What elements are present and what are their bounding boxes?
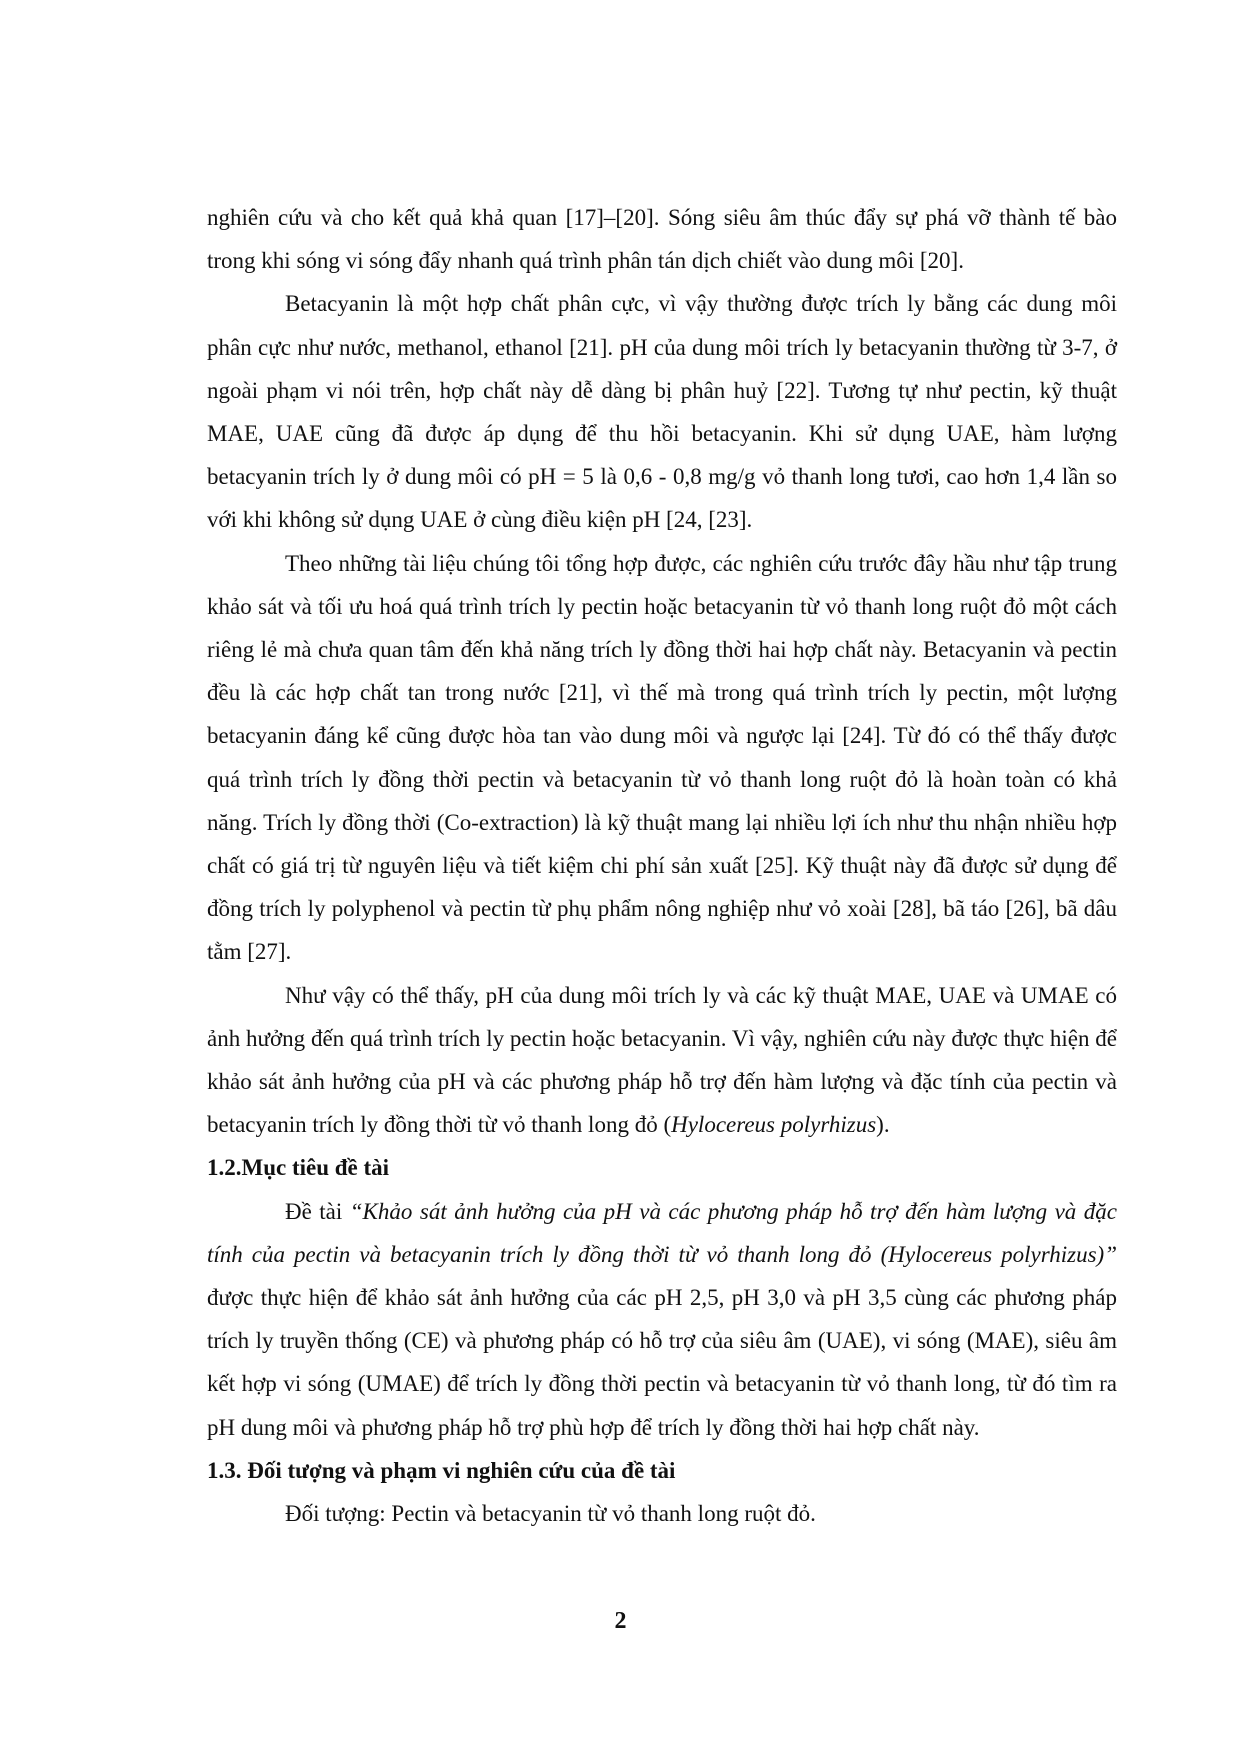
paragraph-ultrasound-microwave: nghiên cứu và cho kết quả khả quan [17]–[20]. Sóng siêu âm thúc đẩy sự phá vỡ thành tế bào trong khi sóng vi sóng đẩy nhanh quá trình phân tán dịch chiết vào dung môi [20]. xyxy=(207,205,1117,274)
heading-objectives: 1.2.Mục tiêu đề tài xyxy=(207,1155,390,1181)
thesis-title: “Khảo sát ảnh hưởng của pH và các phương pháp hỗ trợ đến hàm lượng và đặc tính của pectin và betacyanin trích ly đồng thời từ vỏ thanh long đỏ (Hylocereus polyrhizus)” xyxy=(207,1198,1117,1267)
paragraph-objectives xyxy=(207,1190,1117,1449)
study-purpose-end: ). xyxy=(876,1112,890,1138)
paragraph-co-extraction: Theo những tài liệu chúng tôi tổng hợp được, các nghiên cứu trước đây hầu như tập trung khảo sát và tối ưu hoá quá trình trích ly pectin hoặc betacyanin từ vỏ thanh long ruột đỏ một cách riêng lẻ mà chưa quan tâm đến khả năng trích ly đồng thời hai hợp chất này. Betacyanin và pectin đều là các hợp chất tan trong nước [21], vì thế mà trong quá trình trích ly pectin, một lượng betacyanin đáng kể cũng được hòa tan vào dung môi và ngược lại [24]. Từ đó có thể thấy được quá trình trích ly đồng thời pectin và betacyanin từ vỏ thanh long ruột đỏ là hoàn toàn có khả năng. Trích ly đồng thời (Co-extraction) là kỹ thuật mang lại nhiều lợi ích như thu nhận nhiều hợp chất có giá trị từ nguyên liệu và tiết kiệm chi phí sản xuất [25]. Kỹ thuật này đã được sử dụng để đồng trích ly polyphenol và pectin từ phụ phẩm nông nghiệp như vỏ xoài [28], bã táo [26], bã dâu tằm [27]. xyxy=(207,550,1117,965)
page-body xyxy=(207,196,1117,1535)
paragraph-betacyanin-solvents: Betacyanin là một hợp chất phân cực, vì vậy thường được trích ly bằng các dung môi phân cực như nước, methanol, ethanol [21]. pH của dung môi trích ly betacyanin thường từ 3-7, ở ngoài phạm vi nói trên, hợp chất này dễ dàng bị phân huỷ [22]. Tương tự như pectin, kỹ thuật MAE, UAE cũng đã được áp dụng để thu hồi betacyanin. Khi sử dụng UAE, hàm lượng betacyanin trích ly ở dung môi có pH = 5 là 0,6 - 0,8 mg/g vỏ thanh long tươi, cao hơn 1,4 lần so với khi không sử dụng UAE ở cùng điều kiện pH [24, [23]. xyxy=(207,291,1117,533)
page-number: 2 xyxy=(614,1608,627,1634)
paragraph-subject: Đối tượng: Pectin và betacyanin từ vỏ thanh long ruột đỏ. xyxy=(285,1501,816,1527)
heading-scope: 1.3. Đối tượng và phạm vi nghiên cứu của đề tài xyxy=(207,1457,676,1483)
objectives-lead: Đề tài xyxy=(285,1198,350,1224)
study-purpose-text: Như vậy có thể thấy, pH của dung môi trích ly và các kỹ thuật MAE, UAE và UMAE có ảnh hưởng đến quá trình trích ly pectin hoặc betacyanin. Vì vậy, nghiên cứu này được thực hiện để khảo sát ảnh hưởng của pH và các phương pháp hỗ trợ đến hàm lượng và đặc tính của pectin và betacyanin trích ly đồng thời từ vỏ thanh long đỏ ( xyxy=(207,982,1117,1138)
species-name: Hylocereus polyrhizus xyxy=(671,1112,877,1138)
objectives-rest: được thực hiện để khảo sát ảnh hưởng của các pH 2,5, pH 3,0 và pH 3,5 cùng các phương pháp trích ly truyền thống (CE) và phương pháp có hỗ trợ của siêu âm (UAE), vi sóng (MAE), siêu âm kết hợp vi sóng (UMAE) để trích ly đồng thời pectin và betacyanin từ vỏ thanh long, từ đó tìm ra pH dung môi và phương pháp hỗ trợ phù hợp để trích ly đồng thời hai hợp chất này. xyxy=(207,1285,1117,1440)
paragraph-study-purpose xyxy=(207,974,1117,1147)
